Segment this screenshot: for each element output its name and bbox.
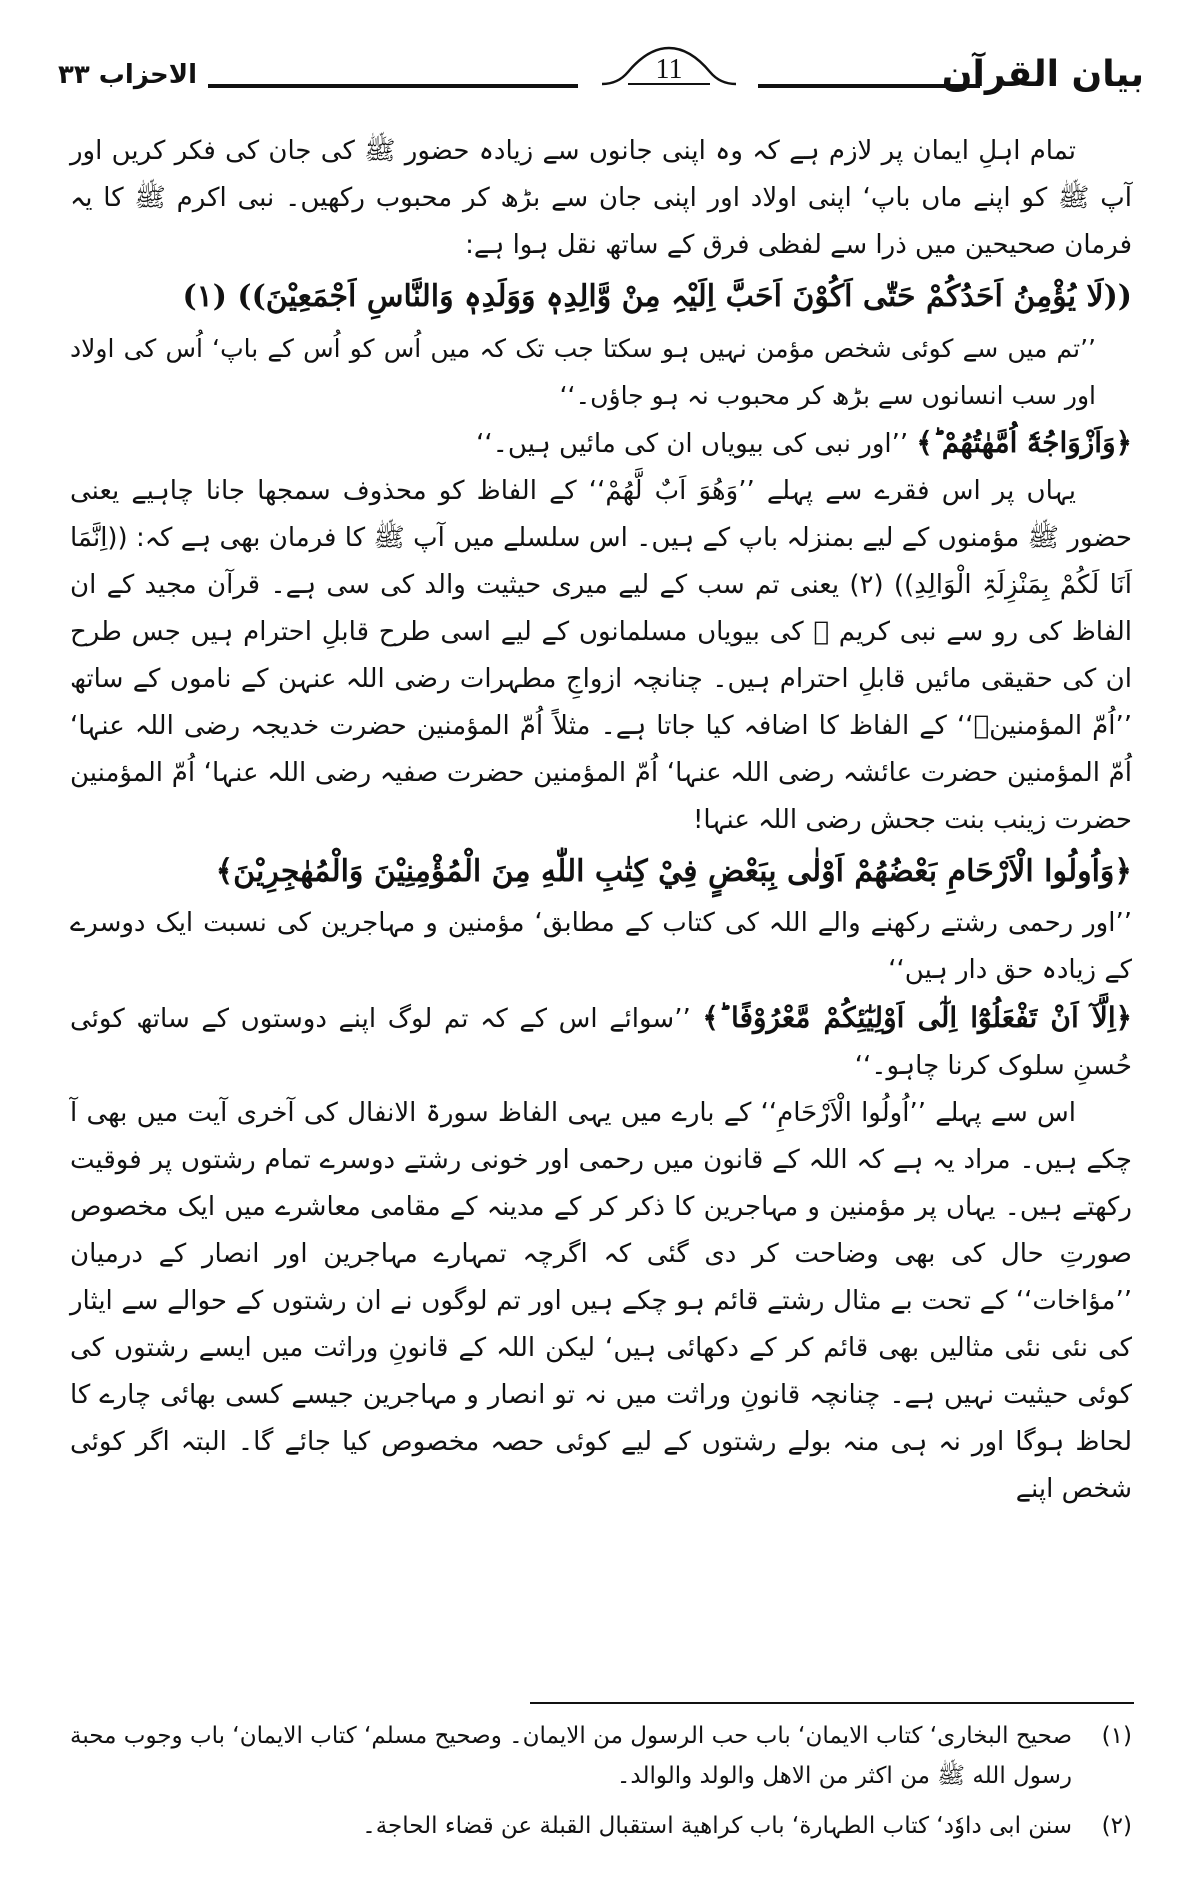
footnote-number: (۲) (1101, 1813, 1132, 1839)
verse-translation-2: ’’اور رحمی رشتے رکھنے والے اللہ کی کتاب کے مطابق‘ مؤمنین و مہاجرین کی نسبت ایک دوسرے کے زیادہ حق دار ہیں‘‘ (70, 908, 1132, 985)
page-number: 11 (655, 54, 683, 85)
header-rule-left (208, 84, 578, 88)
footnote-divider (530, 1702, 1134, 1704)
paragraph-3: اس سے پہلے ’’اُولُوا الْاَرْحَامِ‘‘ کے بارے میں یہی الفاظ سورۃ الانفال کی آخری آیت میں بھی آ چکے ہیں۔ مراد یہ ہے کہ اللہ کے قانون میں رحمی اور خونی رشتے دوسرے تمام رشتوں پر فوقیت رکھتے ہیں۔ یہاں پر مؤمنین و مہاجرین کا ذکر کر کے مدینہ کے مقامی معاشرے میں ایک مخصوص صورتِ حال کی بھی وضاحت کر دی گئی کہ اگرچہ تمہارے مہاجرین اور انصار کے درمیان ’’مؤاخات‘‘ کے تحت بے مثال رشتے قائم ہو چکے ہیں اور تم لوگوں نے ان رشتوں کے حوالے سے ایثار کی نئی نئی مثالیں بھی قائم کر کے دکھائی ہیں‘ لیکن اللہ کے قانونِ وراثت میں ایسے رشتوں کی کوئی حیثیت نہیں ہے۔ چنانچہ قانونِ وراثت میں نہ تو انصار و مہاجرین جیسے کسی بھائی چارے کا لحاظ ہوگا اور نہ ہی منہ بولے رشتوں کے لیے کوئی حصہ مخصوص کیا جائے گا۔ البتہ اگر کوئی شخص اپنے (70, 1098, 1132, 1504)
footnote-text: صحیح البخاری‘ کتاب الایمان‘ باب حب الرسول من الایمان۔ وصحیح مسلم‘ کتاب الایمان‘ باب وجوب محبة رسول الله ﷺ من اكثر من الاهل والولد والوالد۔ (70, 1723, 1072, 1789)
footnote-1 (70, 1716, 1132, 1796)
body-text (70, 128, 1132, 1513)
book-title: بیان القرآن (941, 54, 1144, 95)
page-number-badge (598, 44, 740, 106)
verse-arabic-2: ﴿وَاُولُوا الْاَرْحَامِ بَعْضُهُمْ اَوْلٰى بِبَعْضٍ فِيْ كِتٰبِ اللّٰهِ مِنَ الْمُؤْمِنِيْنَ وَالْمُهٰجِرِيْنَ﴾ (215, 854, 1132, 889)
footnote-2 (70, 1806, 1132, 1846)
verse-arabic-1: ﴿وَاَزْوَاجُهٗٓ اُمَّهٰتُهُمْ ؕ﴾ (916, 426, 1132, 459)
hadith-arabic: ((لَا یُؤْمِنُ اَحَدُکُمْ حَتّٰی اَکُوْنَ اَحَبَّ اِلَیْہِ مِنْ وَّالِدِہٖ وَوَلَدِہٖ وَالنَّاسِ اَجْمَعِیْنَ)) (۱) (182, 279, 1132, 314)
hadith-translation: ’’تم میں سے کوئی شخص مؤمن نہیں ہو سکتا جب تک کہ میں اُس کو اُس کے باپ‘ اُس کی اولاد اور سب انسانوں سے بڑھ کر محبوب نہ ہو جاؤں۔‘‘ (70, 334, 1096, 410)
paragraph-2: یہاں پر اس فقرے سے پہلے ’’وَهُوَ اَبٌ لَّهُمْ‘‘ کے الفاظ کو محذوف سمجھا جانا چاہیے یعنی حضور ﷺ مؤمنوں کے لیے بمنزلہ باپ کے ہیں۔ اس سلسلے میں آپ ﷺ کا فرمان بھی ہے کہ: ((اِنَّمَا اَنَا لَکُمْ بِمَنْزِلَۃِ الْوَالِدِ)) (۲) یعنی تم سب کے لیے میری حیثیت والد کی سی ہے۔ قرآن مجید کے ان الفاظ کی رو سے نبی کریم ﷺ کی بیویاں مسلمانوں کے لیے اسی طرح قابلِ احترام ہیں جس طرح ان کی حقیقی مائیں قابلِ احترام ہیں۔ چنانچہ ازواجِ مطہرات رضی اللہ عنہن کے ناموں کے ساتھ ’’اُمّ المؤمنینؓ‘‘ کے الفاظ کا اضافہ کیا جاتا ہے۔ مثلاً اُمّ المؤمنین حضرت خدیجہ رضی اللہ عنہا‘ اُمّ المؤمنین حضرت عائشہ رضی اللہ عنہا‘ اُمّ المؤمنین حضرت صفیہ رضی اللہ عنہا‘ اُمّ المؤمنین حضرت زینب بنت جحش رضی اللہ عنہا! (70, 476, 1132, 835)
footnote-number: (۱) (1101, 1723, 1132, 1749)
verse-arabic-3: ﴿اِلَّآ اَنْ تَفْعَلُوْٓا اِلٰٓى اَوْلِيٰٓئِكُمْ مَّعْرُوْفًا ؕ﴾ (702, 1001, 1132, 1034)
verse-line-1 (70, 419, 1132, 468)
verse-line-3 (70, 994, 1132, 1090)
page-header (58, 40, 1144, 110)
surah-reference: الاحزاب ۳۳ (58, 60, 198, 90)
footnote-text: سنن ابی داوٗد‘ کتاب الطہارة‘ باب کراھیة استقبال القبلة عن قضاء الحاجة۔ (362, 1813, 1072, 1839)
verse-translation-1: ’’اور نبی کی بیویاں ان کی مائیں ہیں۔‘‘ (476, 429, 917, 459)
verse-translation-3: ’’سوائے اس کے کہ تم لوگ اپنے دوستوں کے ساتھ کوئی حُسنِ سلوک کرنا چاہو۔‘‘ (70, 1004, 1132, 1081)
paragraph-1: تمام اہلِ ایمان پر لازم ہے کہ وہ اپنی جانوں سے زیادہ حضور ﷺ کی جان کی فکر کریں اور آپ ﷺ کو اپنے ماں باپ‘ اپنی اولاد اور اپنی جان سے بڑھ کر محبوب رکھیں۔ نبی اکرم ﷺ کا یہ فرمان صحیحین میں ذرا سے لفظی فرق کے ساتھ نقل ہوا ہے: (70, 136, 1132, 260)
footnotes (70, 1716, 1132, 1856)
